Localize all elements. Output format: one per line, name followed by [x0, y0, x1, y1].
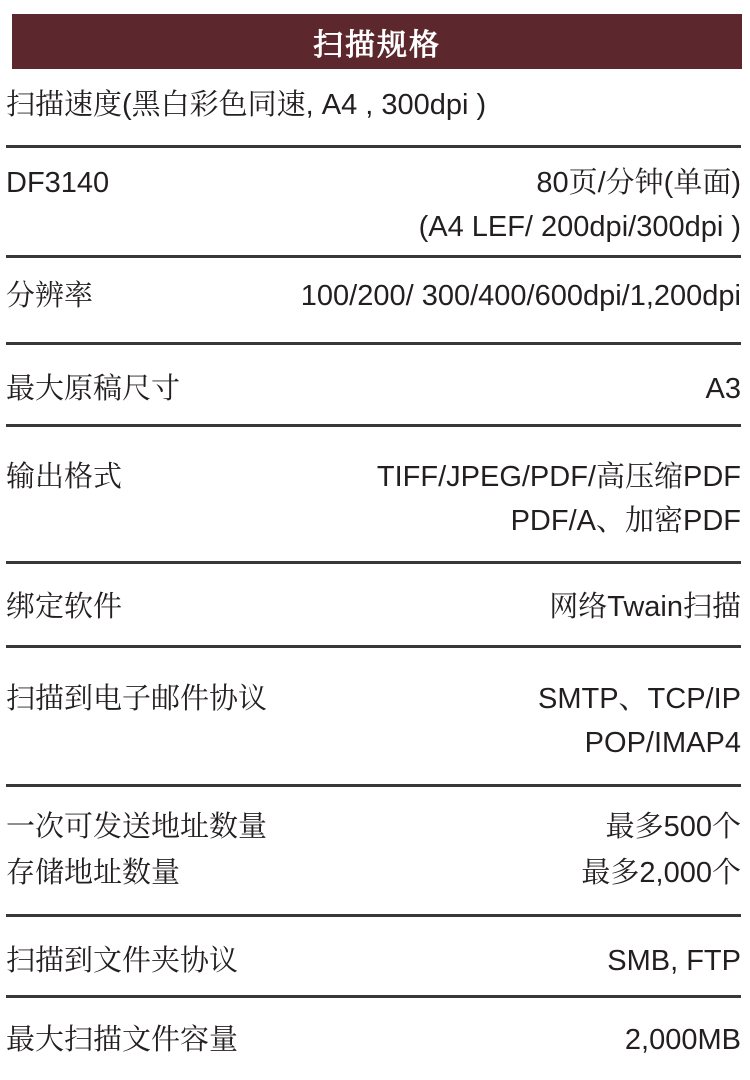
spec-row-scan-speed-note [6, 69, 741, 148]
spec-row-scan-to-folder-protocol [6, 917, 741, 998]
spec-label: 最大原稿尺寸 [6, 373, 181, 405]
spec-row-max-scan-file-size [6, 998, 741, 1080]
spec-value: 100/200/ 300/400/600dpi/1,200dpi [300, 280, 741, 312]
spec-label: 绑定软件 [6, 591, 123, 623]
spec-label: 扫描到文件夹协议 [6, 945, 239, 977]
spec-row-bundled-software [6, 564, 741, 648]
spec-value [419, 161, 741, 249]
spec-subrow-stored-addresses [6, 850, 741, 896]
spec-value [377, 455, 741, 543]
spec-label: 分辨率 [6, 280, 94, 312]
spec-label: 扫描到电子邮件协议 [6, 683, 268, 715]
spec-value: 最多500个 [605, 811, 741, 843]
spec-label: 扫描速度(黑白彩色同速, A4 , 300dpi ) [6, 89, 487, 121]
spec-value-line: SMTP、TCP/IP [537, 683, 741, 715]
spec-value-line: POP/IMAP4 [584, 727, 741, 759]
spec-row-df3140-speed [6, 148, 741, 258]
spec-label: 最大扫描文件容量 [6, 1024, 239, 1056]
spec-table [6, 69, 741, 1080]
spec-value: 2,000MB [624, 1024, 741, 1056]
spec-row-scan-to-email-protocol [6, 648, 741, 787]
spec-label: DF3140 [6, 167, 110, 199]
spec-subrow-send-addresses [6, 804, 741, 850]
spec-value: A3 [705, 373, 741, 405]
spec-value-line: PDF/A、加密PDF [510, 505, 741, 537]
spec-value [538, 677, 741, 765]
spec-value-line: TIFF/JPEG/PDF/高压缩PDF [376, 461, 741, 493]
spec-row-max-original-size [6, 345, 741, 427]
spec-value: 网络Twain扫描 [549, 591, 741, 623]
spec-label: 输出格式 [6, 461, 123, 493]
section-header-bar [12, 14, 742, 69]
spec-value: SMB, FTP [607, 945, 741, 977]
spec-row-resolution [6, 258, 741, 345]
spec-label: 存储地址数量 [6, 857, 181, 889]
spec-value-line: (A4 LEF/ 200dpi/300dpi ) [418, 211, 741, 243]
spec-value: 最多2,000个 [581, 857, 741, 889]
section-title: 扫描规格 [313, 28, 441, 62]
spec-row-address-counts [6, 787, 741, 917]
spec-label: 一次可发送地址数量 [6, 811, 268, 843]
spec-row-output-format [6, 427, 741, 564]
spec-value-line: 80页/分钟(单面) [536, 167, 741, 199]
